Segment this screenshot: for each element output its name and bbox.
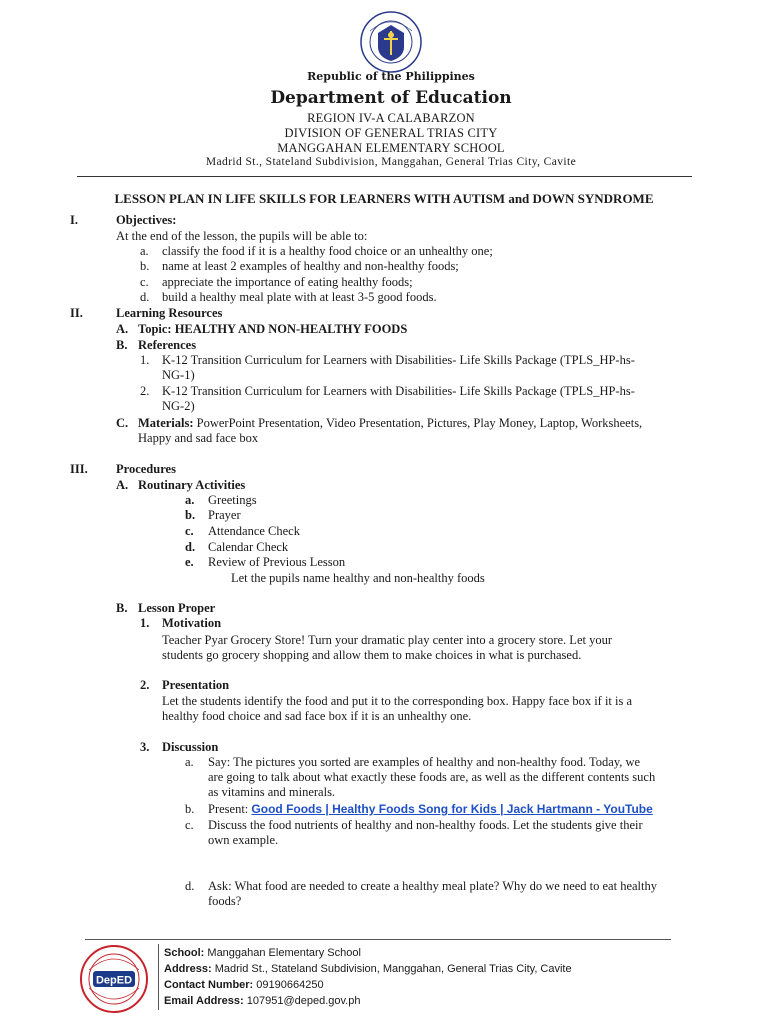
list-letter: e. <box>185 555 194 569</box>
materials-label: Materials: <box>138 416 194 430</box>
section-number: I. <box>70 213 78 227</box>
footer-vertical-divider <box>158 944 159 1010</box>
motivation-text: Teacher Pyar Grocery Store! Turn your dramatic play center into a grocery store. Let your <box>162 633 613 647</box>
materials-line <box>138 416 642 431</box>
list-number: 2. <box>140 384 150 398</box>
section-heading-procedures: Procedures <box>116 462 176 476</box>
list-letter: a. <box>185 755 194 769</box>
section-heading-resources: Learning Resources <box>116 306 223 320</box>
objective-item: build a healthy meal plate with at least 3-5 good foods. <box>162 290 437 304</box>
discussion-item: Discuss the food nutrients of healthy and non-healthy foods. Let the students give their <box>208 818 643 832</box>
list-number: 3. <box>140 740 150 754</box>
footer-address <box>164 963 572 975</box>
list-number: 2. <box>140 678 150 692</box>
objective-item: name at least 2 examples of healthy and non-healthy foods; <box>162 259 459 273</box>
present-prefix: Present: <box>208 802 252 816</box>
routinary-heading: Routinary Activities <box>138 478 246 492</box>
footer-school-label: School: <box>164 947 205 959</box>
list-letter: b. <box>185 508 196 522</box>
objectives-intro: At the end of the lesson, the pupils will be able to: <box>116 229 368 243</box>
sub-letter: C. <box>116 416 129 430</box>
presentation-heading: Presentation <box>162 678 230 692</box>
materials-text: PowerPoint Presentation, Video Presentation, Pictures, Play Money, Laptop, Worksheets, <box>193 416 643 430</box>
list-letter: c. <box>185 818 194 832</box>
footer-divider <box>85 939 671 940</box>
discussion-item: Ask: What food are needed to create a healthy meal plate? Why do we need to eat healthy <box>208 879 657 893</box>
list-letter: b. <box>185 802 195 816</box>
routine-item: Calendar Check <box>208 540 289 554</box>
sub-letter: A. <box>116 322 129 336</box>
discussion-heading: Discussion <box>162 740 219 754</box>
references-heading: References <box>138 338 197 352</box>
list-letter: d. <box>185 540 196 554</box>
discussion-item-cont: foods? <box>208 894 242 908</box>
footer-email <box>164 995 360 1007</box>
review-note: Let the pupils name healthy and non-healthy foods <box>231 571 485 585</box>
footer-email-label: Email Address: <box>164 995 244 1007</box>
routine-item: Attendance Check <box>208 524 300 538</box>
list-letter: c. <box>140 275 149 289</box>
sub-letter: B. <box>116 601 128 615</box>
lesson-proper-heading: Lesson Proper <box>138 601 216 615</box>
section-number: III. <box>70 462 88 476</box>
sub-letter: B. <box>116 338 128 352</box>
list-letter: b. <box>140 259 150 273</box>
deped-seal-logo <box>360 11 422 73</box>
division-line: DIVISION OF GENERAL TRIAS CITY <box>284 126 498 140</box>
deped-logo-text: DepED <box>95 974 133 987</box>
header-divider <box>77 176 692 177</box>
footer-address-label: Address: <box>164 963 212 975</box>
footer-email-value: 107951@deped.gov.ph <box>243 995 361 1007</box>
discussion-item: Say: The pictures you sorted are examples of healthy and non-healthy food. Today, we <box>208 755 641 769</box>
footer-contact-value: 09190664250 <box>253 979 324 991</box>
discussion-item-cont: own example. <box>208 833 279 847</box>
list-number: 1. <box>140 616 150 630</box>
deped-logo <box>79 944 149 1014</box>
footer-school <box>164 947 361 959</box>
document-title: LESSON PLAN IN LIFE SKILLS FOR LEARNERS WITH AUTISM and DOWN SYNDROME <box>114 191 654 206</box>
reference-item: K-12 Transition Curriculum for Learners with Disabilities- Life Skills Package (TPLS_HP-hs- <box>162 384 635 398</box>
presentation-text-cont: healthy food choice and sad face box if it is an unhealthy one. <box>162 709 472 723</box>
objective-item: appreciate the importance of eating healthy foods; <box>162 275 413 289</box>
footer-contact-label: Contact Number: <box>164 979 254 991</box>
topic-heading: Topic: HEALTHY AND NON-HEALTHY FOODS <box>138 322 408 336</box>
department-heading: Department of Education <box>270 88 512 108</box>
materials-text-cont: Happy and sad face box <box>138 431 259 445</box>
reference-item-cont: NG-2) <box>162 399 195 413</box>
list-letter: a. <box>140 244 149 258</box>
motivation-text-cont: students go grocery shopping and allow them to make choices in what is purchased. <box>162 648 582 662</box>
routine-item: Prayer <box>208 508 241 522</box>
footer-school-value: Manggahan Elementary School <box>204 947 361 959</box>
motivation-heading: Motivation <box>162 616 222 630</box>
section-number: II. <box>70 306 83 320</box>
list-letter: a. <box>185 493 195 507</box>
objective-item: classify the food if it is a healthy food choice or an unhealthy one; <box>162 244 493 258</box>
footer-address-value: Madrid St., Stateland Subdivision, Manggahan, General Trias City, Cavite <box>211 963 572 975</box>
region-line: REGION IV-A CALABARZON <box>307 111 475 125</box>
section-heading-objectives: Objectives: <box>116 213 177 227</box>
republic-heading: Republic of the Philippines <box>307 70 475 83</box>
discussion-item-cont: are going to talk about what exactly these foods are, as well as the different contents such <box>208 770 656 784</box>
school-line: MANGGAHAN ELEMENTARY SCHOOL <box>277 141 505 155</box>
reference-item: K-12 Transition Curriculum for Learners with Disabilities- Life Skills Package (TPLS_HP-hs- <box>162 353 635 367</box>
sub-letter: A. <box>116 478 129 492</box>
footer-contact <box>164 979 324 991</box>
routine-item: Greetings <box>208 493 257 507</box>
presentation-text: Let the students identify the food and put it to the corresponding box. Happy face box if it is a <box>162 694 633 708</box>
address-line: Madrid St., Stateland Subdivision, Manggahan, General Trias City, Cavite <box>205 156 577 168</box>
list-letter: d. <box>140 290 150 304</box>
list-letter: d. <box>185 879 195 893</box>
list-letter: c. <box>185 524 194 538</box>
routine-item: Review of Previous Lesson <box>208 555 346 569</box>
discussion-item-present <box>208 802 653 817</box>
list-number: 1. <box>140 353 150 367</box>
youtube-video-link[interactable]: Good Foods | Healthy Foods Song for Kids | Jack Hartmann - YouTube <box>251 802 653 816</box>
reference-item-cont: NG-1) <box>162 368 195 382</box>
discussion-item-cont: as vitamins and minerals. <box>208 785 336 799</box>
